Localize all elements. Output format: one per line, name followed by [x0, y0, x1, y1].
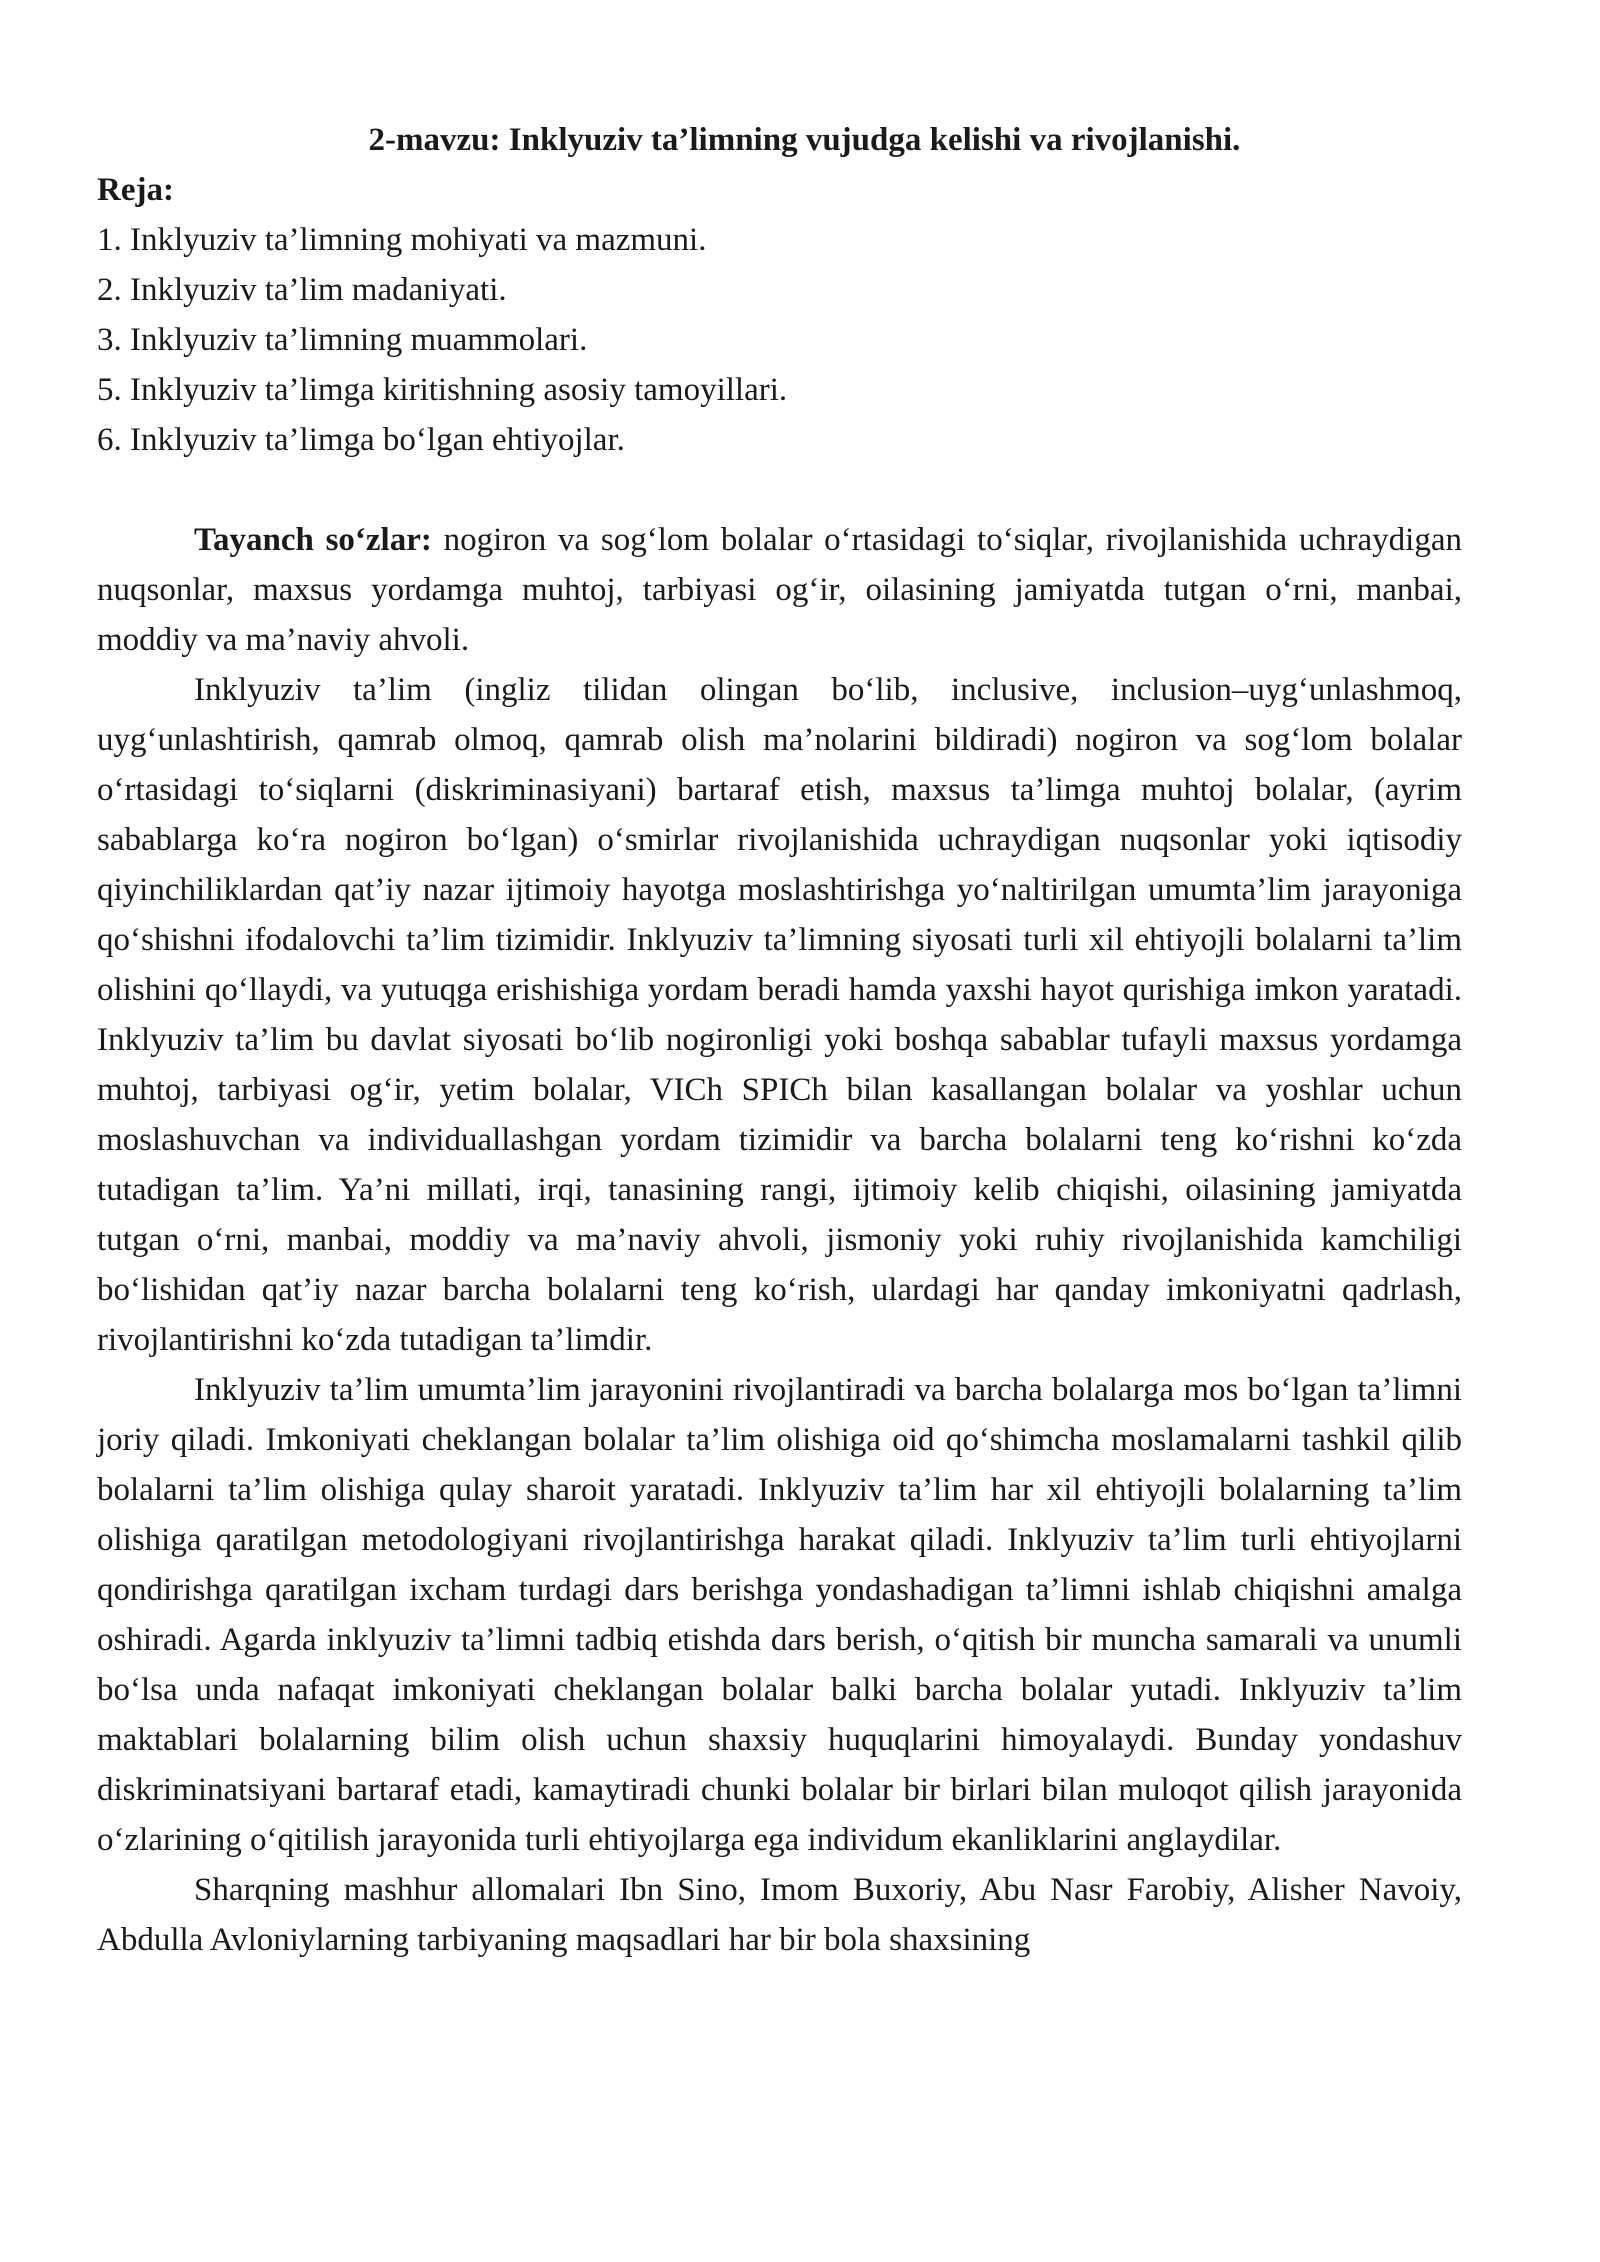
- body-paragraph: Inklyuziv ta’lim umumta’lim jarayonini rivojlantiradi va barcha bolalarga mos bo‘lgan ta’limni joriy qiladi. Imkoniyati cheklangan bolalar ta’lim olishiga oid qo‘shimcha moslamalarni tashkil qilib bolalarni ta’lim olishiga qulay sharoit yaratadi. Inklyuziv ta’lim har xil ehtiyojli bolalarning ta’lim olishiga qaratilgan metodologiyani rivojlantirishga harakat qiladi. Inklyuziv ta’lim turli ehtiyojlarni qondirishga qaratilgan ixcham turdagi dars berishga yondashadigan ta’limni ishlab chiqishni amalga oshiradi. Agarda inklyuziv ta’limni tadbiq etishda dars berish, o‘qitish bir muncha samarali va unumli bo‘lsa unda nafaqat imkoniyati cheklangan bolalar balki barcha bolalar yutadi. Inklyuziv ta’lim maktablari bolalarning bilim olish uchun shaxsiy huquqlarini himoyalaydi. Bunday yondashuv diskriminatsiyani bartaraf etadi, kamaytiradi chunki bolalar bir birlari bilan muloqot qilish jarayonida o‘zlarining o‘qitilish jarayonida turli ehtiyojlarga ega individum ekanliklarini anglaydilar.: [97, 1372, 1462, 1858]
- page-title: 2-mavzu: Inklyuziv ta’limning vujudga kelishi va rivojlanishi.: [368, 122, 1241, 158]
- plan-item: 5. Inklyuziv ta’limga kiritishning asosiy tamoyillari.: [97, 372, 788, 408]
- keywords-paragraph: [97, 515, 1462, 665]
- body-paragraph: Sharqning mashhur allomalari Ibn Sino, Imom Buxoriy, Abu Nasr Farobiy, Alisher Navoiy, Abdulla Avloniylarning tarbiyaning maqsadlari har bir bola shaxsining: [97, 1872, 1462, 1958]
- plan-item: 2. Inklyuziv ta’lim madaniyati.: [97, 272, 507, 308]
- keywords-label: Tayanch so‘zlar:: [194, 522, 432, 558]
- plan-item: 6. Inklyuziv ta’limga bo‘lgan ehtiyojlar.: [97, 422, 625, 458]
- plan-list: [97, 215, 1462, 465]
- document-content: [97, 115, 1462, 1965]
- plan-heading: Reja:: [97, 172, 174, 208]
- body-paragraph: Inklyuziv ta’lim (ingliz tilidan olingan bo‘lib, inclusive, inclusion–uyg‘unlashmoq, uyg‘unlashtirish, qamrab olmoq, qamrab olish ma’nolarini bildiradi) nogiron va sog‘lom bolalar o‘rtasidagi to‘siqlarni (diskriminasiyani) bartaraf etish, maxsus ta’limga muhtoj bolalar, (ayrim sabablarga ko‘ra nogiron bo‘lgan) o‘smirlar rivojlanishida uchraydigan nuqsonlar yoki iqtisodiy qiyinchiliklardan qat’iy nazar ijtimoiy hayotga moslashtirishga yo‘naltirilgan umumta’lim jarayoniga qo‘shishni ifodalovchi ta’lim tizimidir. Inklyuziv ta’limning siyosati turli xil ehtiyojli bolalarni ta’lim olishini qo‘llaydi, va yutuqga erishishiga yordam beradi hamda yaxshi hayot qurishiga imkon yaratadi. Inklyuziv ta’lim bu davlat siyosati bo‘lib nogironligi yoki boshqa sabablar tufayli maxsus yordamga muhtoj, tarbiyasi og‘ir, yetim bolalar, VICh SPICh bilan kasallangan bolalar va yoshlar uchun moslashuvchan va individuallashgan yordam tizimidir va barcha bolalarni teng ko‘rishni ko‘zda tutadigan ta’lim. Ya’ni millati, irqi, tanasining rangi, ijtimoiy kelib chiqishi, oilasining jamiyatda tutgan o‘rni, manbai, moddiy va ma’naviy ahvoli, jismoniy yoki ruhiy rivojlanishida kamchiligi bo‘lishidan qat’iy nazar barcha bolalarni teng ko‘rish, ulardagi har qanday imkoniyatni qadrlash, rivojlantirishni ko‘zda tutadigan ta’limdir.: [97, 672, 1462, 1358]
- plan-item: 3. Inklyuziv ta’limning muammolari.: [97, 322, 588, 358]
- section-spacer: [97, 465, 1462, 515]
- keywords-text: nogiron va sog‘lom bolalar o‘rtasidagi to‘siqlar, rivojlanishida uchraydigan nuqsonlar, maxsus yordamga muhtoj, tarbiyasi og‘ir, oilasining jamiyatda tutgan o‘rni, manbai, moddiy va ma’naviy ahvoli.: [97, 522, 1463, 658]
- plan-item: 1. Inklyuziv ta’limning mohiyati va mazmuni.: [97, 222, 707, 258]
